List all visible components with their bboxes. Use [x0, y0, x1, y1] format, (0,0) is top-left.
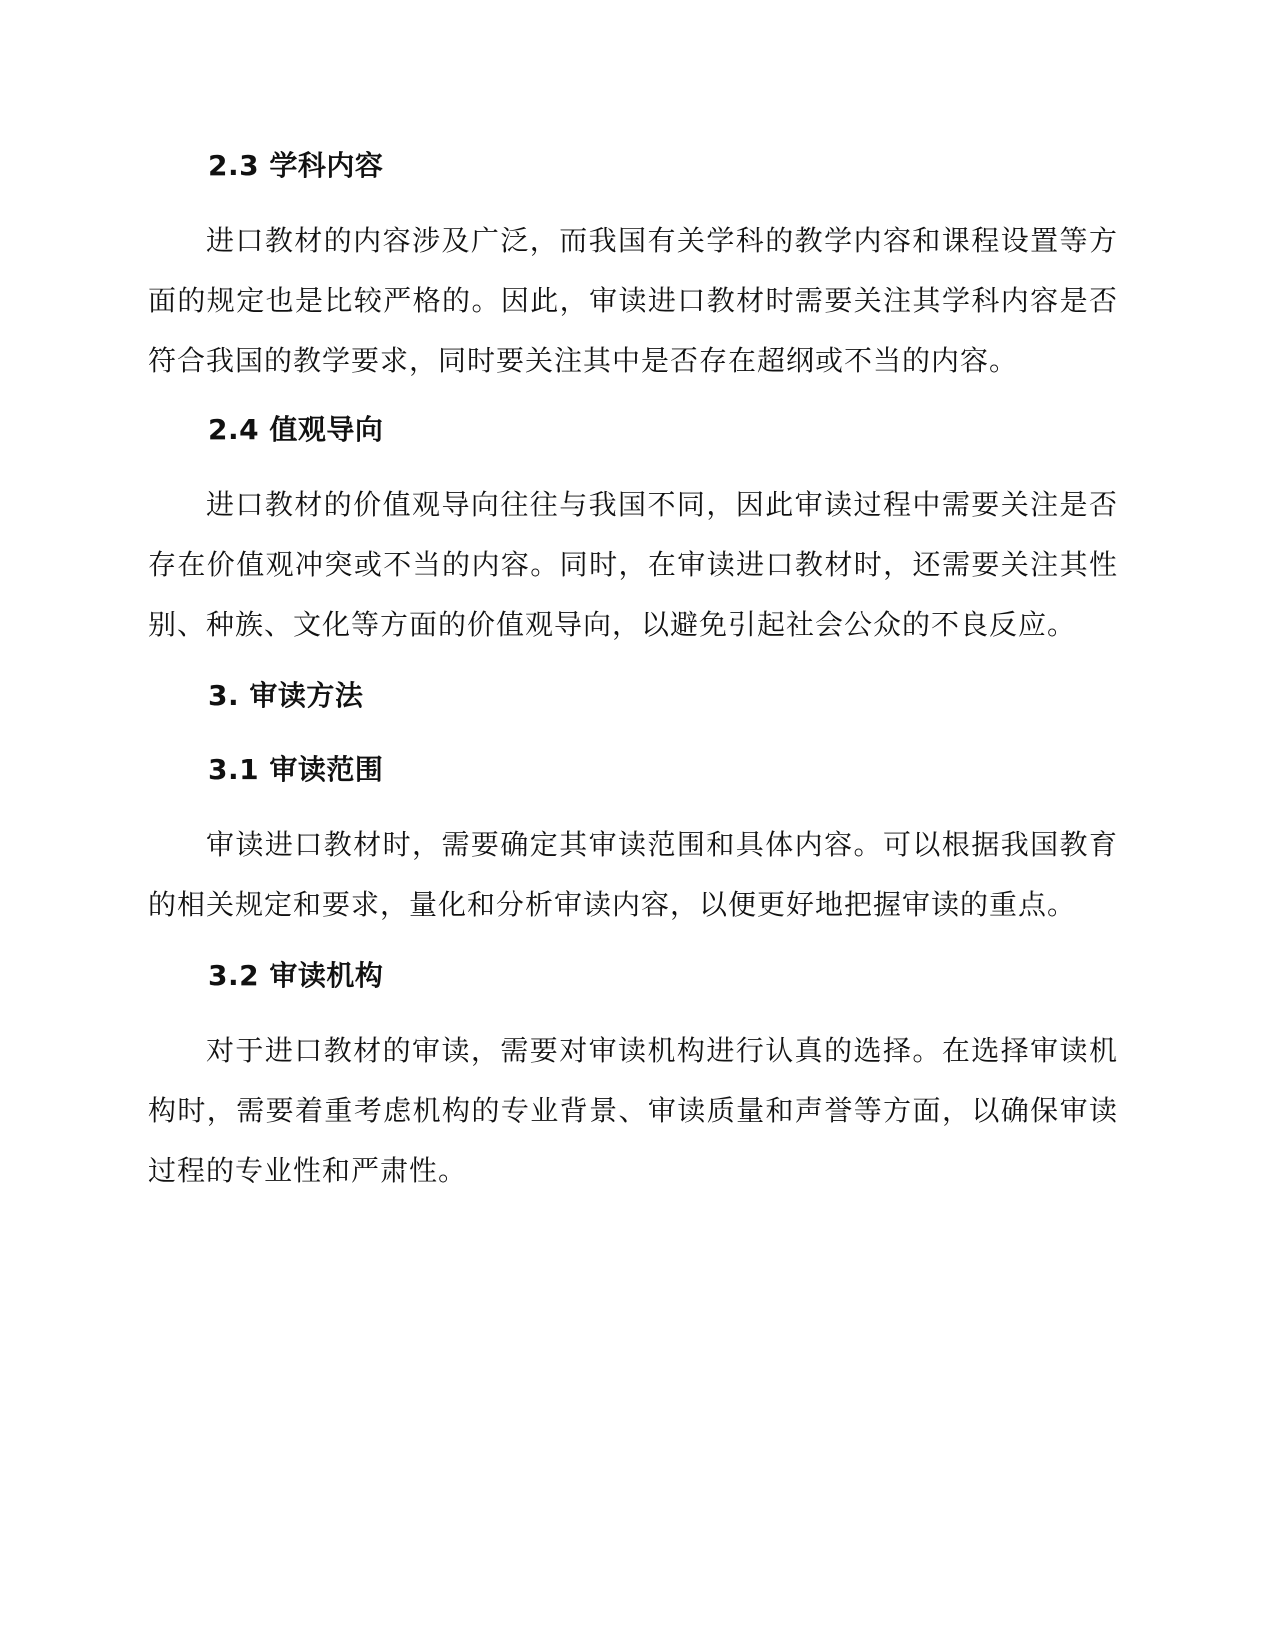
- section-paragraph-2-4: 进口教材的价值观导向往往与我国不同，因此审读过程中需要关注是否存在价值观冲突或不当的内容。同时，在审读进口教材时，还需要关注其性别、种族、文化等方面的价值观导向，以避免引起社会公众的不良反应。: [148, 488, 1118, 641]
- section-paragraph-2-3: 进口教材的内容涉及广泛，而我国有关学科的教学内容和课程设置等方面的规定也是比较严格的。因此，审读进口教材时需要关注其学科内容是否符合我国的教学要求，同时要关注其中是否存在超纲或不当的内容。: [148, 224, 1118, 377]
- section-heading-3-2: 3.2 审读机构: [208, 959, 384, 992]
- document-page: [148, 0, 1118, 1650]
- section-heading-3: 3. 审读方法: [208, 679, 364, 712]
- section-paragraph-3-1: 审读进口教材时，需要确定其审读范围和具体内容。可以根据我国教育的相关规定和要求，量化和分析审读内容，以便更好地把握审读的重点。: [148, 828, 1118, 921]
- section-heading-3-1: 3.1 审读范围: [208, 753, 384, 786]
- section-heading-2-4: 2.4 值观导向: [208, 413, 384, 446]
- section-heading-2-3: 2.3 学科内容: [208, 149, 384, 182]
- section-paragraph-3-2: 对于进口教材的审读，需要对审读机构进行认真的选择。在选择审读机构时，需要着重考虑机构的专业背景、审读质量和声誉等方面，以确保审读过程的专业性和严肃性。: [148, 1034, 1118, 1187]
